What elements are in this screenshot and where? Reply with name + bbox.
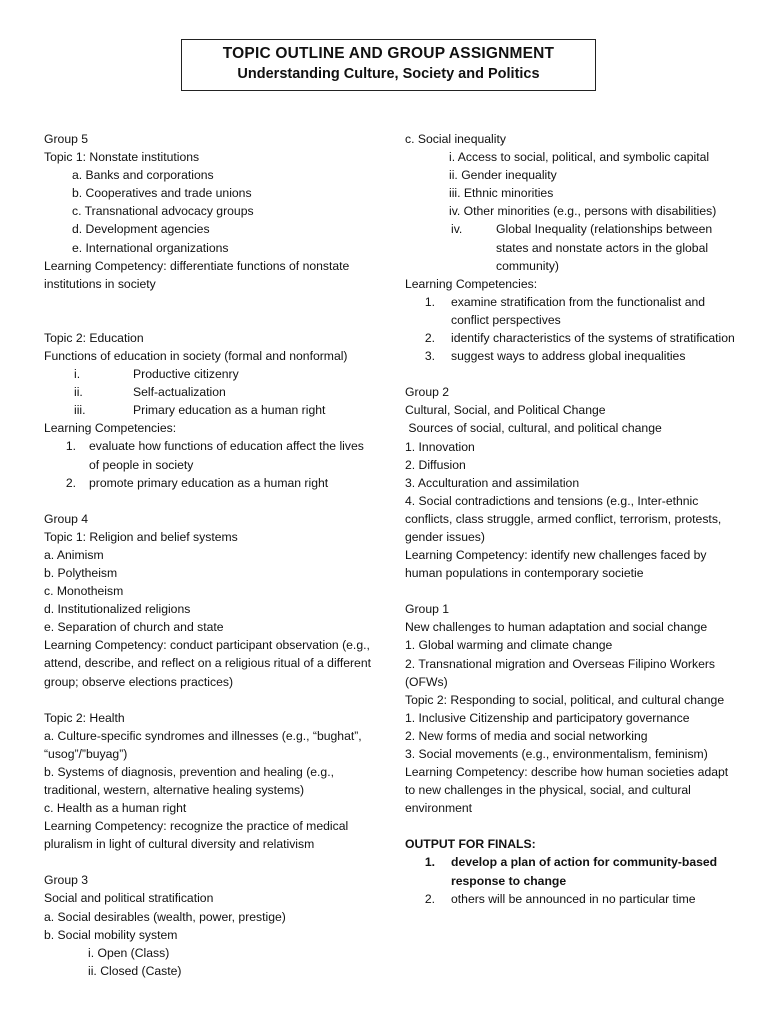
list-item: i. Access to social, political, and symbolic capital <box>449 150 710 165</box>
list-item: i. Open (Class) <box>88 945 170 960</box>
document-subtitle: Understanding Culture, Society and Politics <box>237 66 540 82</box>
list-item: c. Social inequality <box>405 132 506 146</box>
list-text: others will be announced in no particular time <box>451 891 696 906</box>
list-item: c. Monotheism <box>44 584 124 599</box>
list-item: 1. Innovation <box>405 439 475 454</box>
list-item <box>405 220 735 274</box>
list-item: 3. Social movements (e.g., environmentalism, feminism) <box>405 747 708 761</box>
output-heading: OUTPUT FOR FINALS: <box>405 837 536 852</box>
list-item: e. Separation of church and state <box>44 620 224 635</box>
list-item: 1. Inclusive Citizenship and participatory governance <box>405 710 690 725</box>
list-text: evaluate how functions of education affect the lives of people in society <box>89 439 364 472</box>
list-item: 3. Acculturation and assimilation <box>405 475 580 490</box>
list-item: b. Social mobility system <box>44 927 178 942</box>
list-item: a. Animism <box>44 547 104 562</box>
group5-competencies-label: Learning Competencies: <box>44 421 177 436</box>
list-item <box>44 401 374 419</box>
list-item: e. International organizations <box>72 240 229 255</box>
list-item <box>405 293 735 329</box>
group2-heading: Group 2 <box>405 385 450 400</box>
list-item: b. Polytheism <box>44 565 118 580</box>
list-item: c. Transnational advocacy groups <box>72 204 254 219</box>
list-text: suggest ways to address global inequalities <box>451 349 686 364</box>
list-item: d. Institutionalized religions <box>44 602 191 617</box>
list-number: 1. <box>424 855 435 870</box>
list-item: a. Culture-specific syndromes and illnesses (e.g., “bughat”, “usog”/”buyag”) <box>44 728 362 761</box>
document-title: TOPIC OUTLINE AND GROUP ASSIGNMENT <box>222 45 555 62</box>
list-text: Global Inequality (relationships between states and nonstate actors in the global community) <box>496 222 713 273</box>
list-number: ii. <box>74 385 83 400</box>
right-column <box>405 130 735 908</box>
list-text: Primary education as a human right <box>133 403 326 418</box>
list-number: 2. <box>65 475 76 490</box>
list-number: iv. <box>451 222 463 237</box>
list-item <box>405 329 735 347</box>
list-text: Productive citizenry <box>133 367 239 382</box>
list-number: 1. <box>65 439 76 454</box>
list-item: c. Health as a human right <box>44 801 187 816</box>
list-item <box>44 383 374 401</box>
group5-functions: Functions of education in society (formal and nonformal) <box>44 348 348 363</box>
title-box <box>181 39 596 91</box>
list-item: b. Cooperatives and trade unions <box>72 186 252 201</box>
list-text: Self-actualization <box>133 385 226 400</box>
list-item <box>44 437 374 473</box>
list-item <box>405 853 735 889</box>
group1-topic: New challenges to human adaptation and social change <box>405 620 708 635</box>
list-item: 4. Social contradictions and tensions (e.g., Inter-ethnic conflicts, class struggle, armed conflict, terrorism, protests, gender issues) <box>405 493 722 544</box>
list-item: a. Social desirables (wealth, power, prestige) <box>44 909 286 924</box>
list-item: ii. Closed (Caste) <box>88 963 182 978</box>
list-item: a. Banks and corporations <box>72 168 214 183</box>
group1-heading: Group 1 <box>405 602 450 617</box>
list-item: iv. Other minorities (e.g., persons with disabilities) <box>449 204 717 219</box>
group4-competency2: Learning Competency: recognize the practice of medical pluralism in light of cultural diversity and relativism <box>44 819 349 852</box>
list-item <box>405 347 735 365</box>
group1-topic2: Topic 2: Responding to social, political, and cultural change <box>405 692 725 707</box>
group2-topic: Cultural, Social, and Political Change <box>405 403 606 418</box>
list-text: develop a plan of action for community-based response to change <box>451 855 718 888</box>
group3-heading: Group 3 <box>44 873 89 888</box>
group2-sources: Sources of social, cultural, and political change <box>405 421 662 436</box>
list-number: 3. <box>424 349 435 364</box>
list-number: 2. <box>424 891 435 906</box>
group3-competencies-label: Learning Competencies: <box>405 276 538 291</box>
list-item: 2. Diffusion <box>405 457 466 472</box>
group4-heading: Group 4 <box>44 511 89 526</box>
group1-competency: Learning Competency: describe how human societies adapt to new challenges in the physical, social, and cultural environment <box>405 765 729 816</box>
group5-topic2: Topic 2: Education <box>44 330 144 345</box>
list-number: 1. <box>424 294 435 309</box>
group5-topic1: Topic 1: Nonstate institutions <box>44 150 200 165</box>
list-text: promote primary education as a human right <box>89 475 329 490</box>
list-item: ii. Gender inequality <box>449 168 557 183</box>
group4-topic1: Topic 1: Religion and belief systems <box>44 529 238 544</box>
group2-competency: Learning Competency: identify new challenges faced by human populations in contemporary societie <box>405 548 707 581</box>
list-item: b. Systems of diagnosis, prevention and healing (e.g., traditional, western, alternative healing systems) <box>44 764 334 797</box>
group3-topic: Social and political stratification <box>44 891 214 906</box>
list-item: 2. New forms of media and social networking <box>405 728 648 743</box>
group4-topic2: Topic 2: Health <box>44 710 125 725</box>
list-item: 2. Transnational migration and Overseas Filipino Workers (OFWs) <box>405 656 716 689</box>
list-item: iii. Ethnic minorities <box>449 186 554 201</box>
group5-heading: Group 5 <box>44 132 89 146</box>
list-item <box>44 474 374 492</box>
list-item: d. Development agencies <box>72 222 210 237</box>
list-number: i. <box>74 367 81 382</box>
list-item <box>44 365 374 383</box>
list-text: identify characteristics of the systems of stratification <box>451 331 735 346</box>
list-item: 1. Global warming and climate change <box>405 638 613 653</box>
list-item <box>405 890 735 908</box>
group4-competency: Learning Competency: conduct participant observation (e.g., attend, describe, and reflect on a religious ritual of a different group; observe elections practices) <box>44 638 372 689</box>
list-number: 2. <box>424 331 435 346</box>
left-column <box>44 130 374 980</box>
list-text: examine stratification from the functionalist and conflict perspectives <box>451 294 706 327</box>
group5-competency: Learning Competency: differentiate functions of nonstate institutions in society <box>44 258 350 291</box>
list-number: iii. <box>74 403 86 418</box>
